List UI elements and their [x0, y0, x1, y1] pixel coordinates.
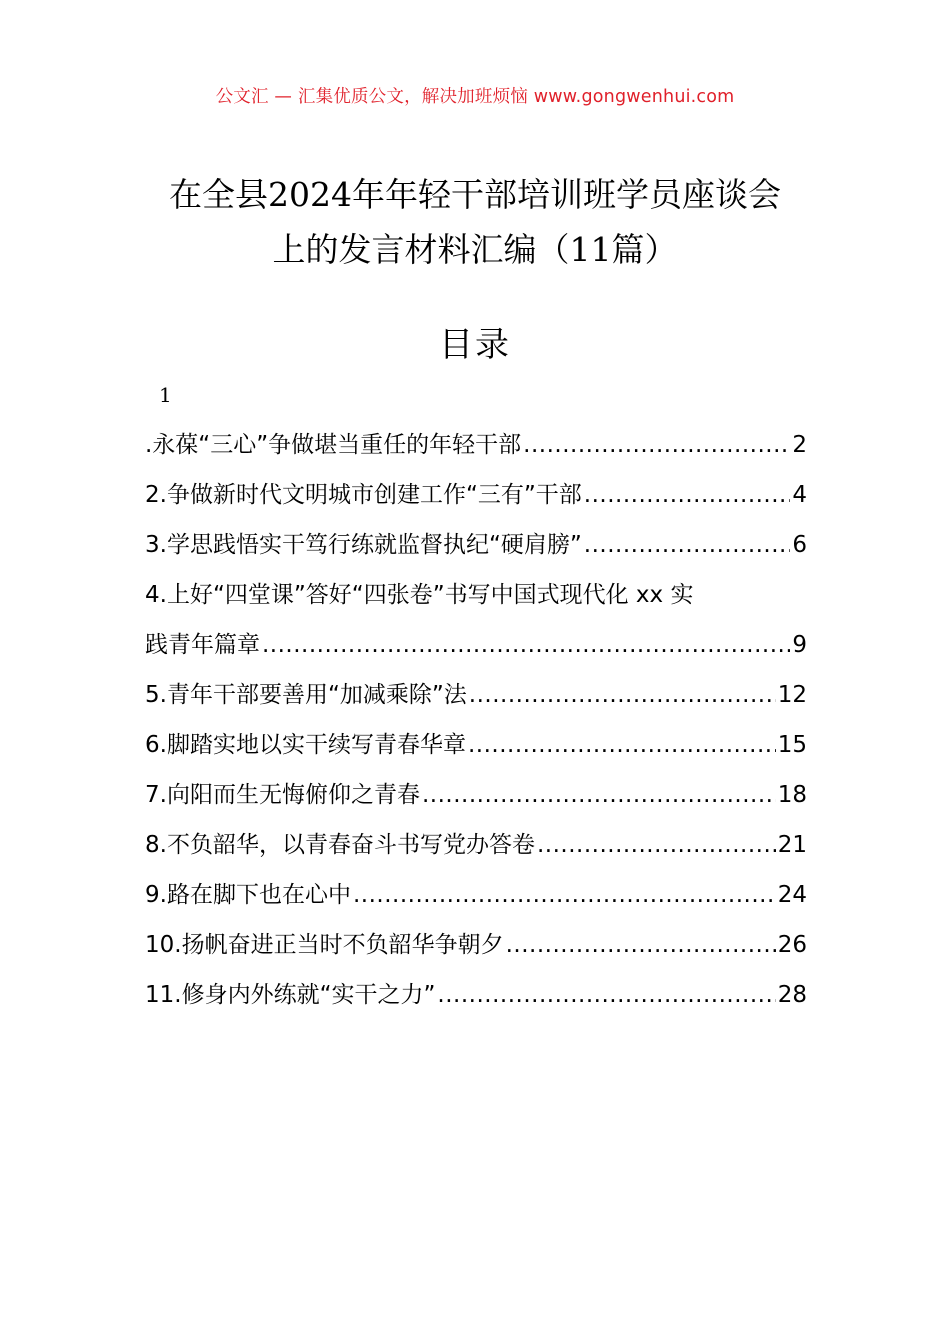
toc-entry-label: 9.路在脚下也在心中: [145, 882, 351, 908]
toc-entry-label: 11.修身内外练就“实干之力”: [145, 982, 436, 1008]
header-banner: 公文汇 — 汇集优质公文，解决加班烦恼 www.gongwenhui.com: [215, 87, 735, 107]
toc-entry[interactable]: [145, 970, 807, 1020]
document-title-line-2: 上的发言材料汇编（11篇）: [272, 230, 678, 269]
toc-dot-leader: [584, 470, 791, 520]
toc-entry[interactable]: [145, 820, 807, 870]
toc-dot-leader: [584, 520, 791, 570]
toc-entry-page: 6: [792, 532, 807, 558]
toc-entry-page: 15: [777, 732, 807, 758]
toc-entry-label-line-1: 4.上好“四堂课”答好“四张卷”书写中国式现代化 xx 实: [145, 582, 694, 608]
toc-entry-page: 4: [792, 482, 807, 508]
toc-dot-leader: [506, 920, 776, 970]
toc-entry-page: 2: [792, 432, 807, 458]
toc-dot-leader: [262, 620, 790, 670]
document-title-line-1: 在全县2024年年轻干部培训班学员座谈会: [169, 175, 781, 214]
toc-entry[interactable]: [145, 620, 807, 670]
toc-entry[interactable]: [145, 520, 807, 570]
toc-dot-leader: [422, 770, 776, 820]
toc-entry-label: .永葆“三心”争做堪当重任的年轻干部: [145, 432, 522, 458]
toc-entry-page: 21: [777, 832, 807, 858]
toc-dot-leader: [468, 720, 776, 770]
toc-heading: 目录: [439, 325, 511, 365]
toc-dot-leader: [523, 420, 790, 470]
toc-entry[interactable]: [145, 420, 807, 470]
toc-entry-page: 9: [792, 632, 807, 658]
toc-entry-wrapped-line[interactable]: [145, 570, 807, 620]
toc-dot-leader: [469, 670, 776, 720]
toc-entry[interactable]: [145, 470, 807, 520]
toc-entry-label: 7.向阳而生无悔俯仰之青春: [145, 782, 420, 808]
document-title: [100, 167, 850, 277]
toc-entry-label: 8.不负韶华，以青春奋斗书写党办答卷: [145, 832, 535, 858]
toc-entry-page: 24: [777, 882, 807, 908]
toc-entry-label: 5.青年干部要善用“加减乘除”法: [145, 682, 467, 708]
toc-entry[interactable]: [145, 720, 807, 770]
table-of-contents: [145, 420, 807, 1020]
toc-dot-leader: [353, 870, 776, 920]
toc-dot-leader: [437, 970, 775, 1020]
toc-entry[interactable]: [145, 870, 807, 920]
toc-entry-page: 26: [777, 932, 807, 958]
toc-entry[interactable]: [145, 920, 807, 970]
toc-entry-label: 3.学思践悟实干笃行练就监督执纪“硬肩膀”: [145, 532, 582, 558]
toc-entry-label: 践青年篇章: [145, 632, 260, 658]
toc-entry-label: 6.脚踏实地以实干续写青春华章: [145, 732, 466, 758]
toc-entry-page: 12: [777, 682, 807, 708]
toc-entry-page: 28: [777, 982, 807, 1008]
toc-entry-page: 18: [777, 782, 807, 808]
toc-entry-label: 10.扬帆奋进正当时不负韶华争朝夕: [145, 932, 504, 958]
stray-page-number: 1: [159, 383, 172, 407]
toc-entry[interactable]: [145, 670, 807, 720]
toc-entry[interactable]: [145, 770, 807, 820]
toc-entry-label: 2.争做新时代文明城市创建工作“三有”干部: [145, 482, 582, 508]
toc-dot-leader: [537, 820, 776, 870]
